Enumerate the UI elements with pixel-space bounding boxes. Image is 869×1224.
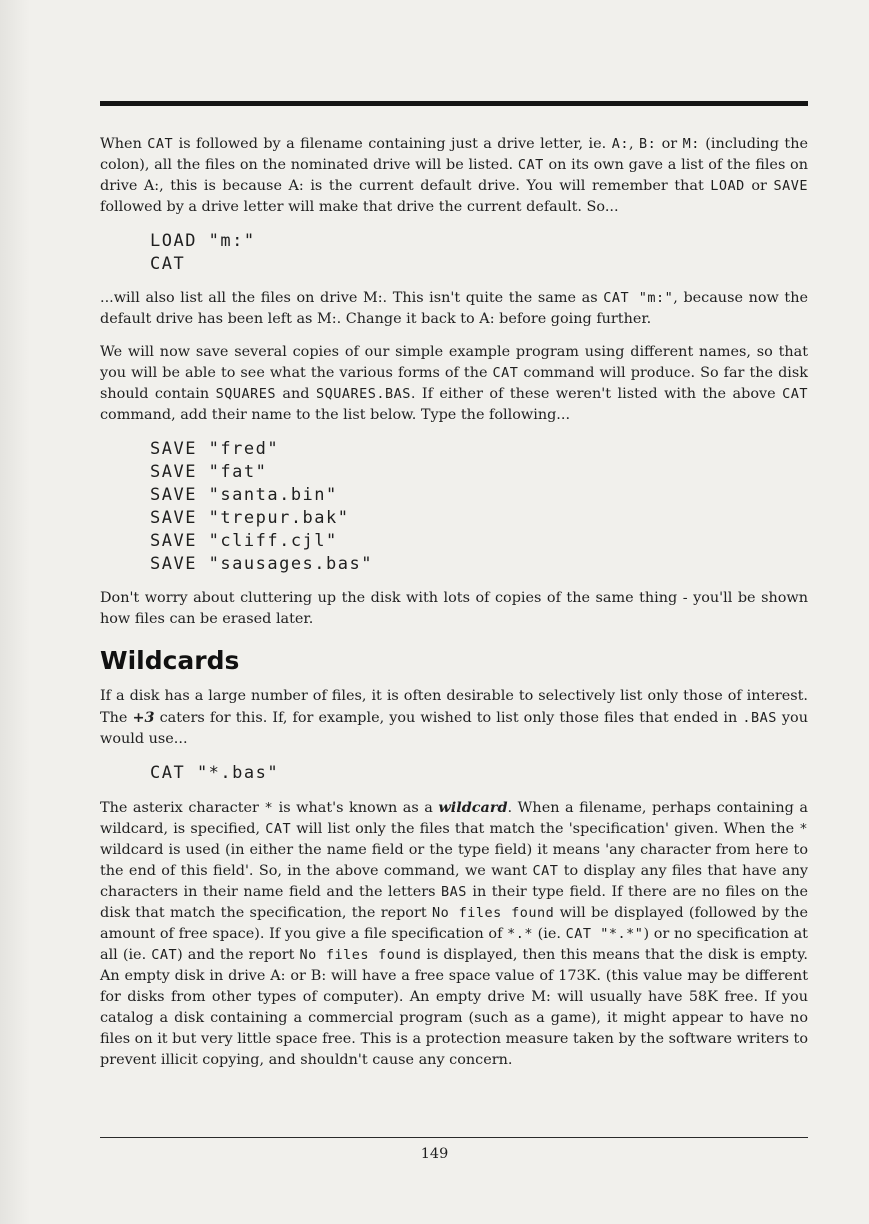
code-keyword: A:: [611, 136, 629, 152]
code-keyword: SQUARES.BAS: [315, 386, 411, 402]
paragraph-wildcard-explanation: The asterix character * is what's known as a wildcard. When a filename, perhaps containing a wildcard, is specified, CAT will list only the files that match the 'specification' given. When the * wildcard is used (in either the name field or the type field) it means 'any character from here to the end of this field'. So, in the above command, we want CAT to display any files that have any characters in their name field and the letters BAS in their type field. If there are no files on the disk that match the specification, the report No files found will be displayed (followed by the amount of free space). If you give a file specification of *.* (ie. CAT "*.*") or no specification at all (ie. CAT) and the report No files found is displayed, then this means that the disk is empty. An empty disk in drive A: or B: will have a free space value of 173K. (this value may be different for disks from other types of computer). An empty drive M: will usually have 58K free. If you catalog a disk containing a commercial program (such as a game), it might appear to have no files on it but very little space free. This is a protection measure taken by the software writers to prevent illicit copying, and shouldn't cause any concern.: [100, 799, 809, 1068]
code-keyword: B:: [638, 136, 657, 152]
section-heading-wildcards: Wildcards: [100, 646, 240, 675]
code-line: SAVE "fat": [150, 462, 268, 482]
code-block-cat-bas: [150, 762, 808, 785]
code-keyword: *: [799, 821, 808, 837]
code-keyword: No files found: [431, 905, 555, 921]
paragraph-cluttering: Don't worry about cluttering up the disk with lots of copies of the same thing - you'll be shown how files can be erased later.: [100, 590, 808, 627]
paragraph-selective-list: If a disk has a large number of files, it is often desirable to selectively list only those of interest. The +3 caters for this. If, for example, you wished to list only those files that ended in .BAS you would use...: [100, 688, 808, 747]
code-line: SAVE "trepur.bak": [150, 508, 350, 528]
code-keyword: SQUARES: [215, 386, 276, 402]
emphasis: wildcard: [438, 799, 508, 816]
code-line: SAVE "fred": [150, 439, 280, 459]
code-keyword: LOAD: [710, 178, 745, 194]
code-line: SAVE "sausages.bas": [150, 554, 373, 574]
code-keyword: CAT: [151, 947, 178, 963]
paragraph-cat-drive-letter: When CAT is followed by a filename containing just a drive letter, ie. A:, B: or M: (including the colon), all the files on the nominated drive will be listed. CAT on its own gave a list of the files on drive A:, this is because A: is the current default drive. You will remember that LOAD or SAVE followed by a drive letter will make that drive the current default. So...: [100, 136, 808, 215]
page-number: 149: [420, 1146, 449, 1162]
code-keyword: CAT: [492, 365, 519, 381]
code-line: SAVE "santa.bin": [150, 485, 338, 505]
code-block-load-cat: [150, 230, 808, 276]
code-keyword: CAT: [517, 157, 544, 173]
code-keyword: CAT: [532, 863, 559, 879]
code-keyword: M:: [682, 136, 700, 152]
code-keyword: CAT "m:": [603, 290, 674, 306]
paragraph-save-copies: We will now save several copies of our simple example program using different names, so that you will be able to see what the various forms of the CAT command will produce. So far the disk should contain SQUARES and SQUARES.BAS. If either of these weren't listed with the above CAT command, add their name to the list below. Type the following...: [100, 344, 808, 423]
code-line: CAT: [150, 254, 186, 274]
paragraph-drive-m: ...will also list all the files on drive M:. This isn't quite the same as CAT "m:", because now the default drive has been left as M:. Change it back to A: before going further.: [100, 290, 808, 327]
page-edge-shadow: [0, 0, 30, 1224]
code-keyword: *: [264, 800, 274, 816]
code-keyword: CAT: [782, 386, 808, 402]
top-rule: [100, 101, 808, 106]
emphasis: +3: [132, 709, 155, 726]
code-keyword: No files found: [299, 947, 422, 963]
code-keyword: .BAS: [742, 710, 777, 726]
code-keyword: CAT: [265, 821, 292, 837]
code-line: CAT "*.bas": [150, 763, 280, 783]
code-line: LOAD "m:": [150, 231, 256, 251]
bottom-rule: [100, 1137, 808, 1138]
code-line: SAVE "cliff.cjl": [150, 531, 338, 551]
code-block-save-list: [150, 438, 808, 576]
code-keyword: BAS: [440, 884, 467, 900]
page-content: [100, 134, 808, 1083]
code-keyword: CAT: [147, 136, 174, 152]
code-keyword: CAT "*.*": [565, 926, 644, 942]
code-keyword: *.*: [507, 926, 533, 942]
code-keyword: SAVE: [773, 178, 808, 194]
